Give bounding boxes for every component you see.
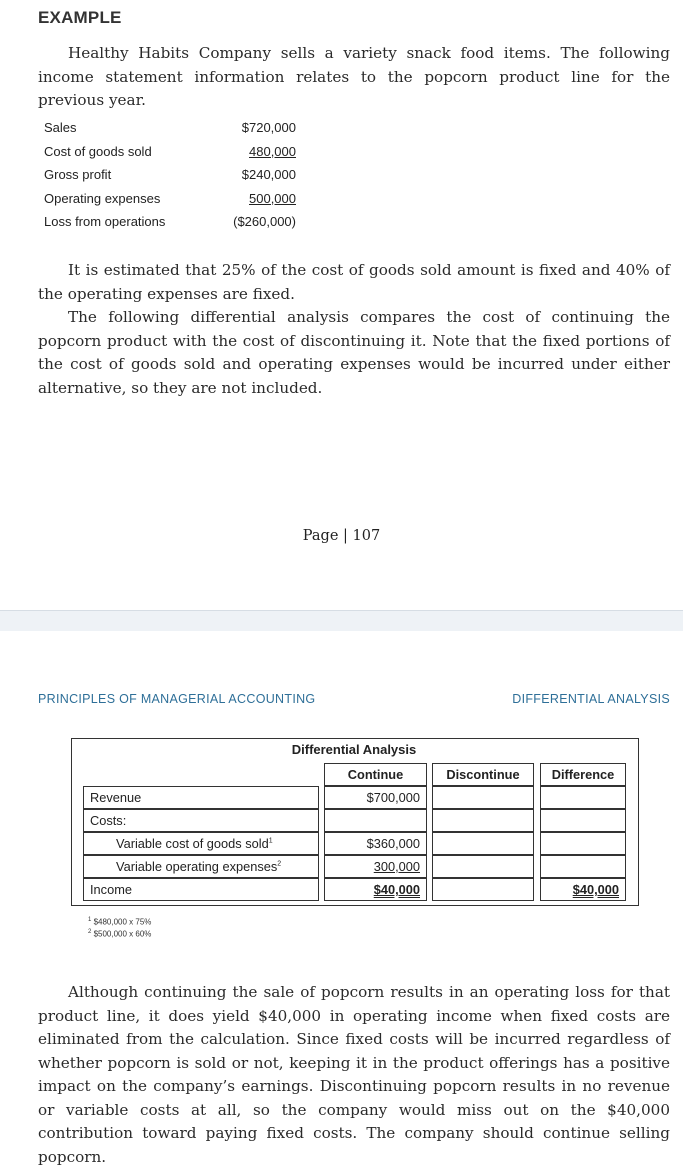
column-header-label: Continue	[347, 767, 404, 782]
footnote-2	[88, 929, 151, 939]
column-header-discontinue	[432, 763, 534, 786]
running-header-left: PRINCIPLES OF MANAGERIAL ACCOUNTING	[38, 692, 316, 706]
footnote-mark: 1	[88, 917, 92, 923]
column-header-difference	[540, 763, 626, 786]
cell-value: $700,000	[366, 790, 420, 805]
cell-value: $40,000	[572, 882, 619, 897]
intro-paragraph: Healthy Habits Company sells a variety snack food items. The following income statement information relates to the popcorn product line for the previous year.	[38, 44, 670, 109]
row-label: Costs:	[90, 813, 127, 828]
table-row-costs	[83, 809, 319, 832]
statement-value: ($260,000)	[233, 214, 296, 229]
column-header-label: Discontinue	[446, 767, 520, 782]
statement-row-gross-profit	[44, 164, 304, 188]
fixed-cost-paragraph: It is estimated that 25% of the cost of goods sold amount is fixed and 40% of the operating expenses are fixed.	[38, 261, 670, 303]
row-label: Variable cost of goods sold	[116, 836, 269, 851]
footnote-text: $500,000 x 60%	[93, 929, 152, 939]
statement-label: Operating expenses	[44, 190, 161, 206]
variable-opex-discontinue-cell	[432, 855, 534, 878]
page-number: Page | 107	[302, 528, 381, 544]
row-label: Revenue	[90, 790, 142, 805]
row-label-wrapper	[116, 859, 281, 874]
statement-label: Cost of goods sold	[44, 143, 152, 159]
costs-difference-cell	[540, 809, 626, 832]
column-header-label: Difference	[551, 767, 615, 782]
statement-value: 500,000	[249, 190, 296, 206]
statement-label: Gross profit	[44, 167, 112, 182]
revenue-continue-cell	[324, 786, 427, 809]
table-row-income	[83, 878, 319, 901]
statement-row-cogs	[44, 141, 304, 165]
variable-opex-difference-cell	[540, 855, 626, 878]
statement-label: Sales	[44, 120, 77, 135]
statement-row-sales	[44, 117, 304, 141]
row-label-wrapper	[116, 836, 273, 851]
analysis-paragraph: The following differential analysis compares the cost of continuing the popcorn product with the cost of discontinuing it. Note that the fixed portions of the cost of goods sold and operating expenses would be incurred under either alternative, so they are not included.	[38, 308, 670, 397]
row-label: Variable operating expenses	[116, 859, 278, 874]
statement-row-operating-expenses	[44, 188, 304, 212]
variable-cogs-discontinue-cell	[432, 832, 534, 855]
conclusion-paragraph: Although continuing the sale of popcorn results in an operating loss for that product line, it does yield $40,000 in operating income when fixed costs are eliminated from the calculation. Since fixed costs will be incurred regardless of whether popcorn is sold or not, keeping it in the product offerings has a positive impact on the company’s earnings. Discontinuing popcorn results in no revenue or variable costs at all, so the company would miss out on the $40,000 contribution toward paying fixed costs. The company should continue selling popcorn.	[38, 983, 670, 1166]
variable-cogs-difference-cell	[540, 832, 626, 855]
statement-value: $720,000	[241, 120, 296, 135]
column-header-continue	[324, 763, 427, 786]
footnote-text: $480,000 x 75%	[93, 917, 152, 927]
cell-value: $40,000	[373, 882, 420, 897]
statement-label: Loss from operations	[44, 214, 166, 229]
cell-value: 300,000	[373, 859, 420, 874]
running-header-right: DIFFERENTIAL ANALYSIS	[512, 692, 670, 706]
example-heading: EXAMPLE	[38, 8, 122, 27]
income-discontinue-cell	[432, 878, 534, 901]
statement-value: $240,000	[241, 167, 296, 182]
table-row-variable-cogs	[83, 832, 319, 855]
footnote-mark: 2	[88, 929, 92, 935]
table-title: Differential Analysis	[291, 742, 417, 757]
footnote-1	[88, 917, 151, 927]
income-continue-cell	[324, 878, 427, 901]
variable-cogs-continue-cell	[324, 832, 427, 855]
footnote-marker: 2	[277, 860, 282, 868]
table-row-revenue	[83, 786, 319, 809]
income-statement	[44, 117, 304, 235]
statement-row-loss	[44, 211, 304, 235]
footnote-marker: 1	[268, 837, 273, 845]
page-divider	[0, 610, 683, 631]
cell-value: $360,000	[366, 836, 420, 851]
row-label: Income	[90, 882, 132, 897]
costs-continue-cell	[324, 809, 427, 832]
variable-opex-continue-cell	[324, 855, 427, 878]
income-difference-cell	[540, 878, 626, 901]
costs-discontinue-cell	[432, 809, 534, 832]
table-row-variable-opex	[83, 855, 319, 878]
statement-value: 480,000	[249, 143, 296, 159]
revenue-difference-cell	[540, 786, 626, 809]
revenue-discontinue-cell	[432, 786, 534, 809]
